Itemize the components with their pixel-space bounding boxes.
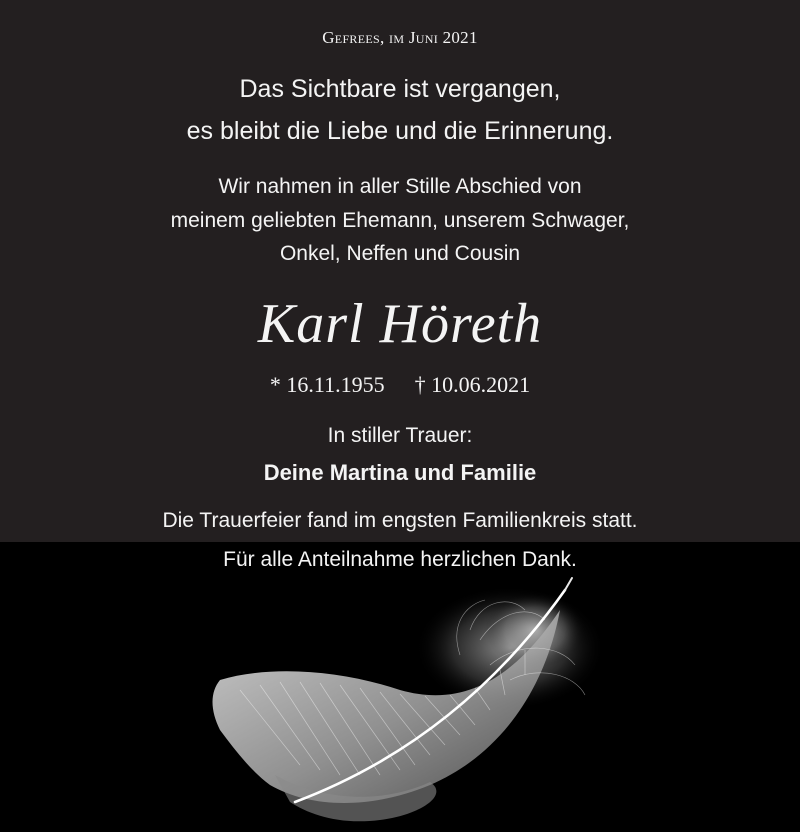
death-date: † 10.06.2021 bbox=[414, 372, 531, 397]
mourners-names: Deine Martina und Familie bbox=[263, 460, 537, 485]
intro-line-2: meinem geliebten Ehemann, unserem Schwager, bbox=[170, 209, 630, 232]
deceased-name: Karl Höreth bbox=[257, 293, 543, 355]
intro-line-1: Wir nahmen in aller Stille Abschied von bbox=[218, 175, 582, 198]
feather-image bbox=[180, 570, 640, 832]
life-dates bbox=[0, 372, 800, 398]
motto-line-2: es bleibt die Liebe und die Erinnerung. bbox=[186, 117, 614, 145]
birth-date: * 16.11.1955 bbox=[269, 372, 385, 397]
place-and-date: Gefrees, im Juni 2021 bbox=[322, 28, 478, 47]
info-line-2: Für alle Anteilnahme herzlichen Dank. bbox=[223, 548, 577, 571]
info-line-1: Die Trauerfeier fand im engsten Familienkreis statt. bbox=[162, 509, 638, 532]
intro-line-3: Onkel, Neffen und Cousin bbox=[279, 242, 521, 265]
mourning-label: In stiller Trauer: bbox=[327, 424, 473, 447]
motto-line-1: Das Sichtbare ist vergangen, bbox=[239, 75, 561, 103]
